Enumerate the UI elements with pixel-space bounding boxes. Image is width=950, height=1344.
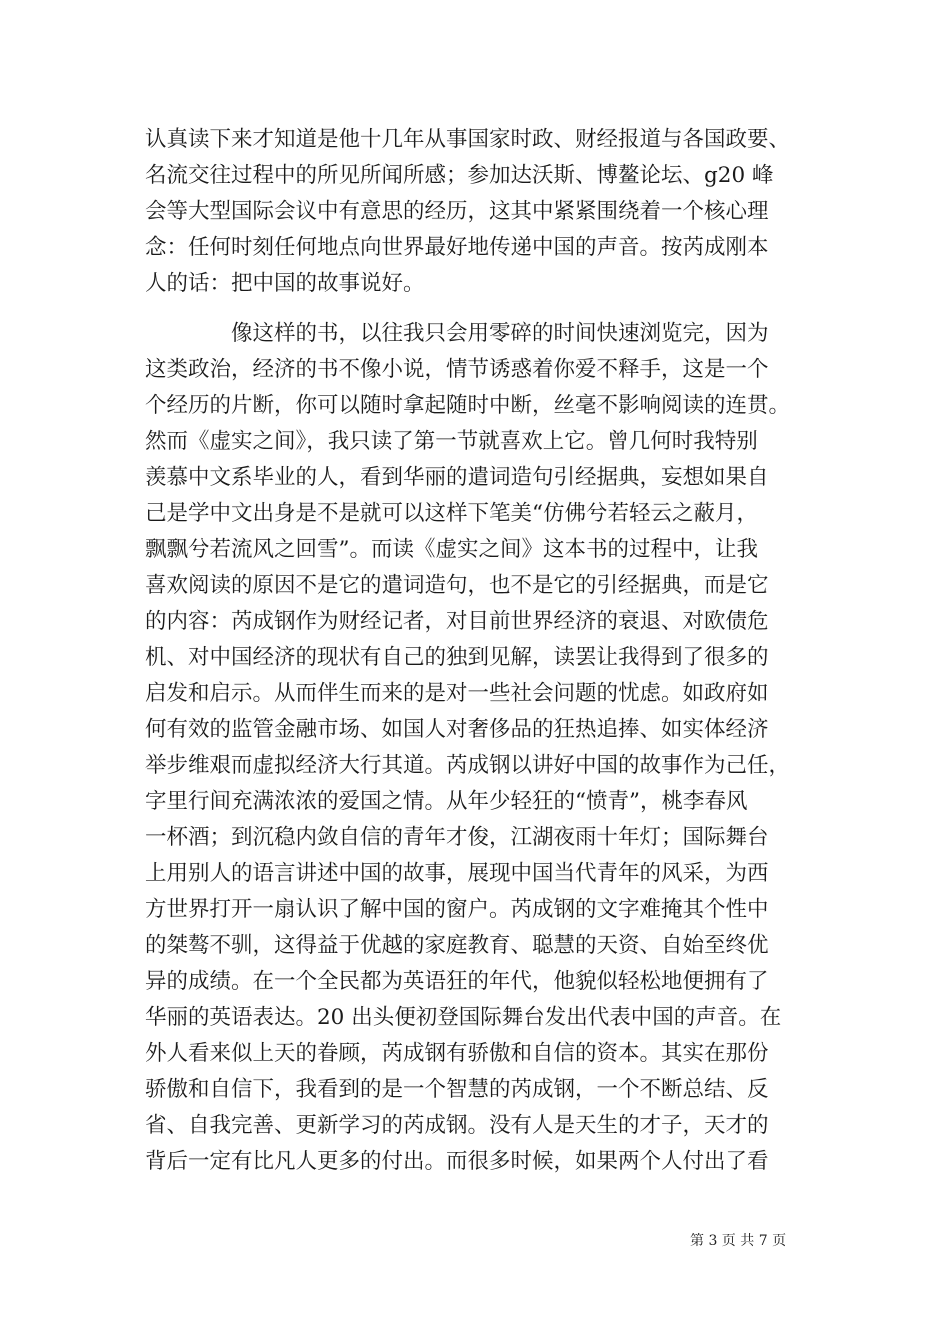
text-line: 这类政治，经济的书不像小说，情节诱惑着你爱不释手，这是一个 [145,357,769,382]
text-line: 然而《虚实之间》，我只读了第一节就喜欢上它。曾几何时我特别 [145,429,758,454]
text-line: 字里行间充满浓浓的爱国之情。从年少轻狂的“愤青”，桃李春风 [145,789,748,814]
text-line: 华丽的英语表达。20 出头便初登国际舞台发出代表中国的声音。在 [145,1005,782,1030]
text-line: 飘飘兮若流风之回雪”。而读《虚实之间》这本书的过程中，让我 [145,537,758,562]
text-line: 喜欢阅读的原因不是它的遣词造句，也不是它的引经据典，而是它 [145,573,769,598]
text-line: 人的话：把中国的故事说好。 [145,271,425,296]
text-line: 的桀骜不驯，这得益于优越的家庭教育、聪慧的天资、自始至终优 [145,933,769,958]
text-line: 启发和启示。从而伴生而来的是对一些社会问题的忧虑。如政府如 [145,681,769,706]
body-text [145,122,835,1180]
text-line: 外人看来似上天的眷顾，芮成钢有骄傲和自信的资本。其实在那份 [145,1041,769,1066]
text-line: 认真读下来才知道是他十几年从事国家时政、财经报道与各国政要、 [145,127,791,152]
text-line: 像这样的书，以往我只会用零碎的时间快速浏览完，因为 [145,321,769,346]
text-line: 上用别人的语言讲述中国的故事，展现中国当代青年的风采，为西 [145,861,769,886]
text-line: 名流交往过程中的所见所闻所感；参加达沃斯、博鳌论坛、g20 峰 [145,163,774,188]
paragraph-gap [145,302,835,316]
page-number: 第 3 页 共 7 页 [690,1233,787,1249]
text-line: 的内容：芮成钢作为财经记者，对目前世界经济的衰退、对欧债危 [145,609,769,634]
text-line: 机、对中国经济的现状有自己的独到见解，读罢让我得到了很多的 [145,645,769,670]
text-line: 骄傲和自信下，我看到的是一个智慧的芮成钢，一个不断总结、反 [145,1077,769,1102]
text-line: 异的成绩。在一个全民都为英语狂的年代，他貌似轻松地便拥有了 [145,969,769,994]
text-line: 念：任何时刻任何地点向世界最好地传递中国的声音。按芮成刚本 [145,235,769,260]
text-line: 个经历的片断，你可以随时拿起随时中断，丝毫不影响阅读的连贯。 [145,393,791,418]
text-line: 己是学中文出身是不是就可以这样下笔美“仿佛兮若轻云之蔽月， [145,501,758,526]
text-line: 羡慕中文系毕业的人，看到华丽的遣词造句引经据典，妄想如果自 [145,465,769,490]
text-line: 方世界打开一扇认识了解中国的窗户。芮成钢的文字难掩其个性中 [145,897,769,922]
text-line: 何有效的监管金融市场、如国人对奢侈品的狂热追捧、如实体经济 [145,717,769,742]
text-line: 背后一定有比凡人更多的付出。而很多时候，如果两个人付出了看 [145,1149,769,1174]
text-line: 举步维艰而虚拟经济大行其道。芮成钢以讲好中国的故事作为己任， [145,753,791,778]
text-line: 省、自我完善、更新学习的芮成钢。没有人是天生的才子，天才的 [145,1113,769,1138]
text-line: 会等大型国际会议中有意思的经历，这其中紧紧围绕着一个核心理 [145,199,769,224]
text-line: 一杯酒；到沉稳内敛自信的青年才俊，江湖夜雨十年灯；国际舞台 [145,825,769,850]
